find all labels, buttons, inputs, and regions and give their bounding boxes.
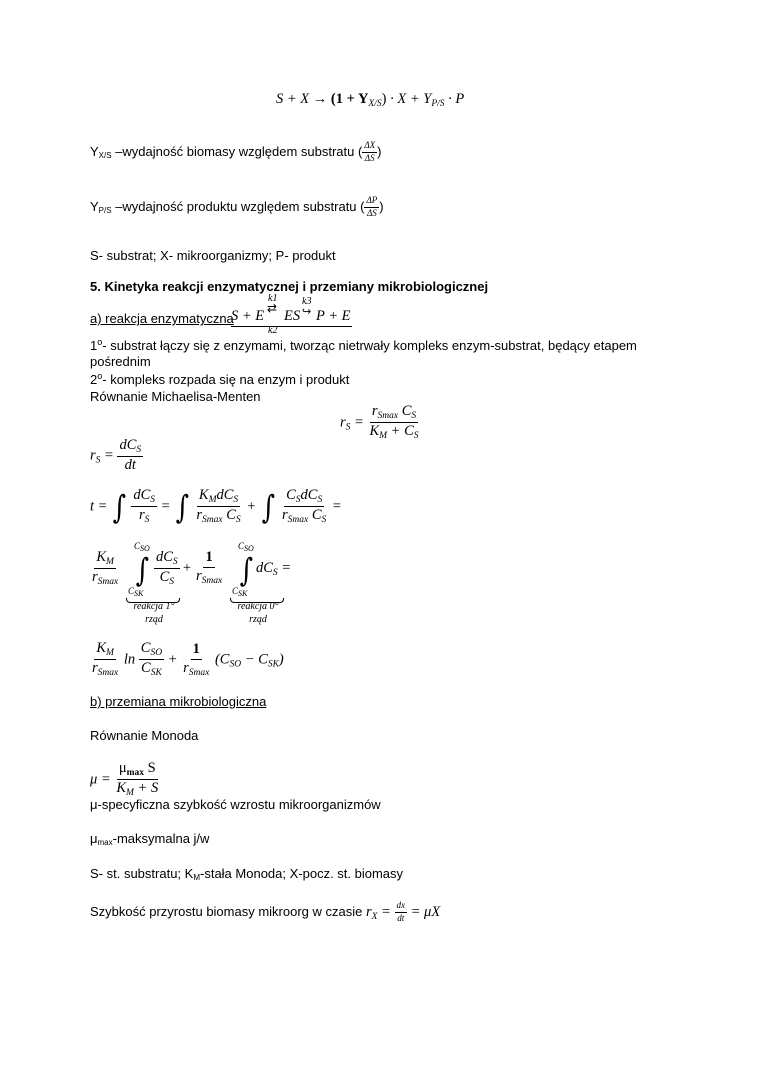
mu-description: μ-specyficzna szybkość wzrostu mikroorganizmów <box>90 797 381 812</box>
equilibrium-arrows: ⇄ <box>267 301 278 315</box>
integral-sign: ∫ <box>135 551 150 589</box>
step-1: 1$^o$- substrat łączy się z enzymami, tworząc nietrwały kompleks enzym-substrat, będący etapem <box>90 337 637 353</box>
monod-legend: S- st. substratu; KM-stała Monoda; X-pocz. st. biomasy <box>90 866 404 882</box>
mumax-description: μmax-maksymalna j/w <box>90 831 210 847</box>
integral-sign: ∫ <box>175 487 190 526</box>
yield-product-definition: YP/S –wydajność produktu względem substratu ( $\frac{\Delta P}{\Delta S}$ ) <box>90 195 384 219</box>
monod-equation: μ = $\frac{\mu_{max} S}{K_M + S}$ <box>90 760 159 799</box>
delta-x-over-delta-s: $\frac{\Delta X}{\Delta S}$ <box>364 140 376 164</box>
symbol-legend: S- substrat; X- mikroorganizmy; P- produkt <box>90 248 336 263</box>
michaelis-menten-equation: $r_S$ = $\frac{r_{Smax} C_S}{K_M + C_S}$ <box>340 403 419 442</box>
biomass-growth-rate: Szybkość przyrostu biomasy mikroorg w czasie $r_X$ = $\frac{dx}{dt}$ = μX <box>90 900 441 924</box>
rate-definition-equation: $r_S$ = $\frac{dC_S}{dt}$ <box>90 437 142 474</box>
split-integral-equation: $K_M$ $r_{Smax}$ CSO ∫ CSK $dC_S$ $C_S$ + 1 $r_{Smax}$ CSO ∫ CSK $dC_S$ = reakcja 1° rząd reakcja 0° rząd <box>92 541 292 625</box>
section-heading: 5. Kinetyka reakcji enzymatycznej i przemiany mikrobiologicznej <box>90 279 489 294</box>
integrated-result-equation: $\frac{K_M}{r_{Smax}}$ ln $\frac{C_{SO}}{C_{SK}}$ + $\frac{1}{r_{Smax}}$ $(C_{SO} - C_{SK})$ <box>92 640 284 679</box>
first-order-note: reakcja 1° rząd <box>133 601 175 625</box>
integral-sign: ∫ <box>239 551 254 589</box>
yield-biomass-definition: YX/S –wydajność biomasy względem substratu ( $\frac{\Delta X}{\Delta S}$ ) <box>90 140 382 164</box>
forward-arrow: ↪ <box>302 305 312 318</box>
integral-sign: ∫ <box>112 487 127 526</box>
equation-yield-reaction: $S + X \to (1 + Y_{X/S}) \cdot X + Y_{P/S} \cdot P$ <box>276 91 465 109</box>
delta-p-over-delta-s: $\frac{\Delta P}{\Delta S}$ <box>366 195 378 219</box>
monod-title: Równanie Monoda <box>90 728 199 743</box>
time-integral-equation: t = ∫ $\frac{dC_S}{r_S}$ = ∫ $\frac{K_MdC_S}{r_{Smax} C_S}$ + ∫ $\frac{C_SdC_S}{r_{Smax} C_S}$ = <box>90 487 342 526</box>
enzymatic-reaction: a) reakcja enzymatyczna S + E k1 ⇄ k2 ES k3 ↪ P + E <box>90 293 351 336</box>
michaelis-menten-title: Równanie Michaelisa-Menten <box>90 389 261 404</box>
step-2: 2$^o$- kompleks rozpada się na enzym i produkt <box>90 371 350 387</box>
microbial-heading: b) przemiana mikrobiologiczna <box>90 694 267 709</box>
integral-sign: ∫ <box>261 487 275 526</box>
step-1-continued: pośrednim <box>90 354 151 369</box>
zero-order-note: reakcja 0° rząd <box>237 601 279 625</box>
